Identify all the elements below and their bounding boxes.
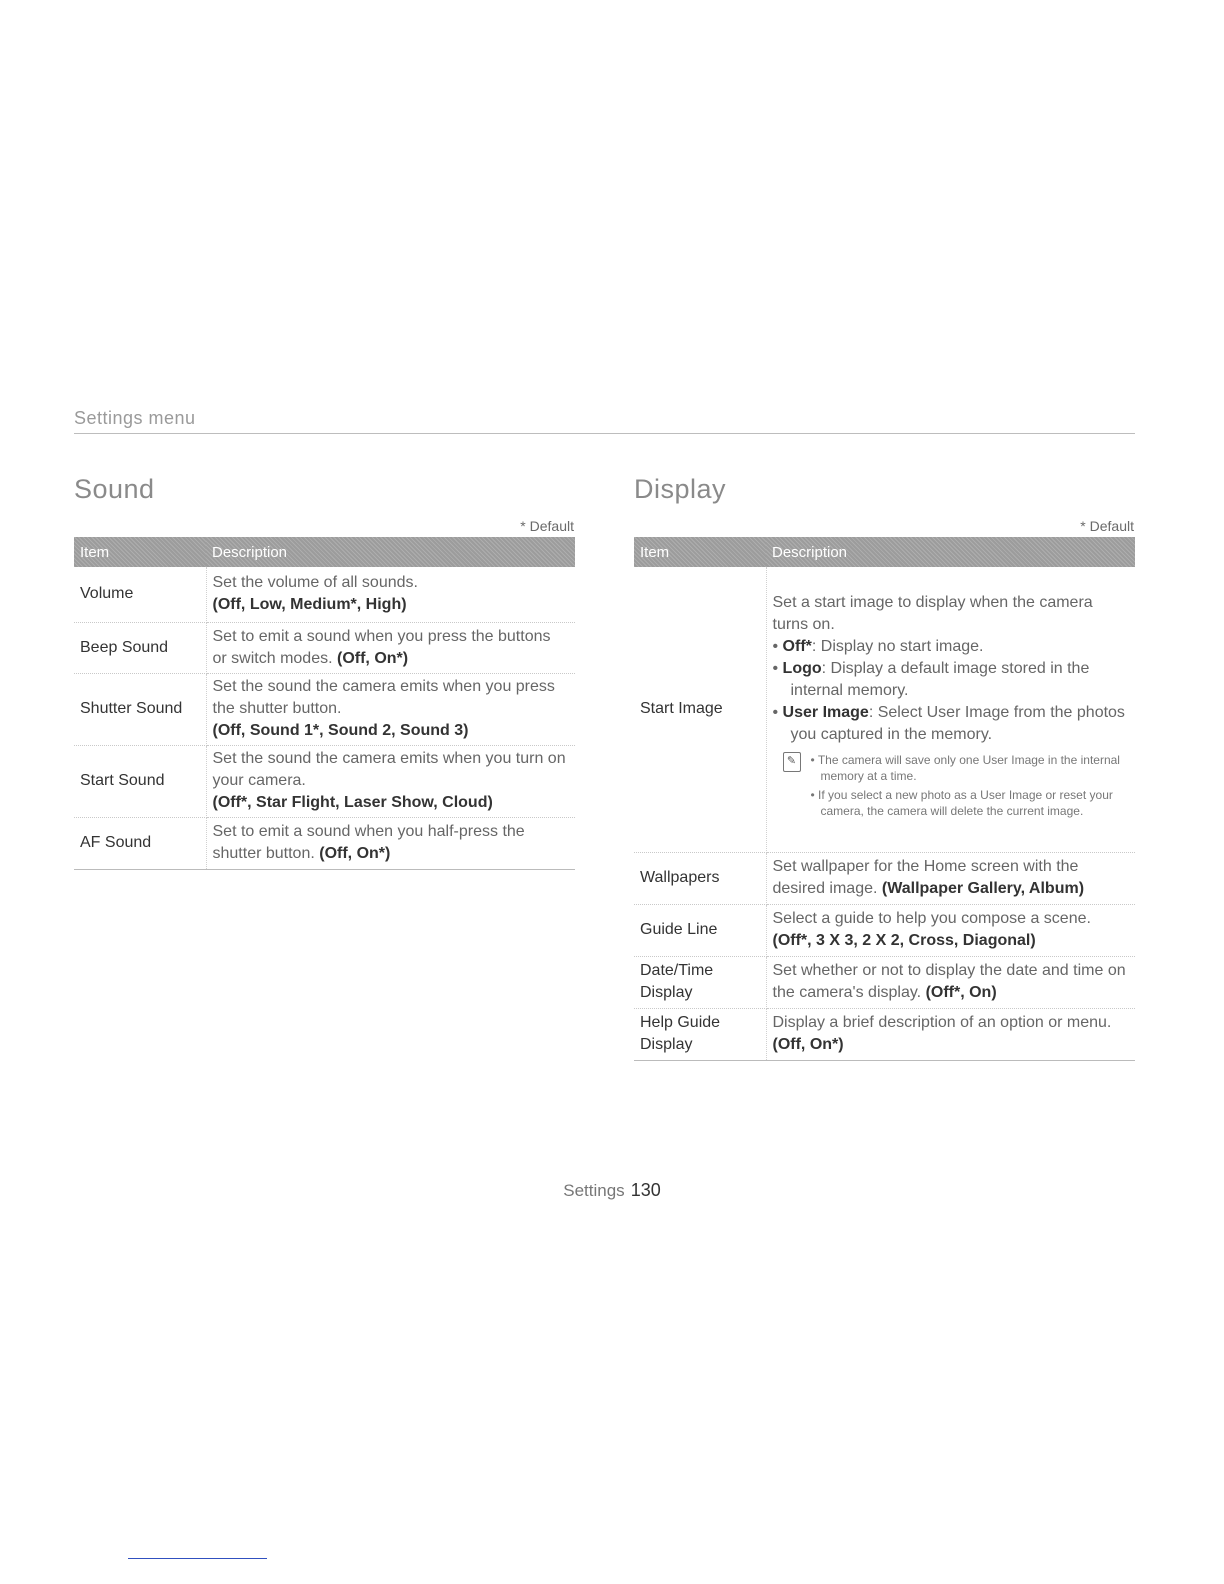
table-row: [74, 567, 575, 622]
note-box: [783, 752, 1130, 822]
row-options: (Off, On*): [337, 649, 409, 667]
table-row: [634, 904, 1135, 956]
table-row: [634, 956, 1135, 1008]
description-header: Description: [766, 537, 1135, 567]
row-options: (Off*, Star Flight, Laser Show, Cloud): [212, 794, 493, 811]
sound-title: Sound: [74, 474, 155, 504]
table-row: [634, 567, 1135, 852]
display-table: [634, 537, 1135, 1061]
note-item: • If you select a new photo as a User Image or reset your camera, the camera will delete the current image.: [810, 788, 1113, 819]
list-item: • Logo: Display a default image stored in the internal memory.: [772, 660, 1090, 700]
row-desc: Select a guide to help you compose a scene.: [772, 910, 1091, 927]
description-header: Description: [206, 537, 575, 567]
table-row: [74, 745, 575, 817]
row-item: AF Sound: [74, 817, 206, 869]
bullet-text: : Display a default image stored in the internal memory.: [790, 660, 1090, 700]
bullet-text: : Display no start image.: [811, 638, 984, 656]
bullet-label: User Image: [782, 704, 869, 722]
row-options: (Off, Sound 1*, Sound 2, Sound 3): [212, 722, 469, 739]
row-options: (Off*, 3 X 3, 2 X 2, Cross, Diagonal): [772, 932, 1036, 949]
row-desc: Set the volume of all sounds.: [212, 574, 418, 592]
display-table-header: [634, 537, 1135, 567]
item-header: Item: [74, 537, 206, 567]
table-row: [634, 852, 1135, 904]
row-desc: Set the sound the camera emits when you turn on your camera.: [212, 750, 566, 789]
table-row: [74, 817, 575, 869]
note-item: • The camera will save only one User Image in the internal memory at a time.: [810, 753, 1120, 784]
header-rule: [74, 433, 1135, 434]
row-item: Date/Time Display: [634, 956, 766, 1008]
row-options: (Off*, On): [925, 984, 997, 1001]
row-item: Beep Sound: [74, 622, 206, 673]
footer-link-line: [128, 1558, 267, 1559]
row-item: Wallpapers: [634, 852, 766, 904]
row-options: (Off, On*): [319, 845, 391, 862]
sound-table-header: [74, 537, 575, 567]
page-number: 130: [630, 1180, 661, 1200]
row-item: Guide Line: [634, 904, 766, 956]
row-item: Start Sound: [74, 745, 206, 817]
table-row: [634, 1008, 1135, 1060]
list-item: • Off*: Display no start image.: [772, 638, 984, 656]
bullet-text: : Select User Image from the photos you captured in the memory.: [790, 704, 1125, 744]
row-desc: Display a brief description of an option or menu.: [772, 1014, 1112, 1031]
footer-label: Settings: [563, 1181, 625, 1200]
row-desc: Set to emit a sound when you half-press the shutter button.: [212, 823, 525, 862]
row-options: (Wallpaper Gallery, Album): [881, 880, 1085, 897]
row-desc: Set a start image to display when the camera turns on.: [772, 594, 1093, 634]
row-options: (Off, Low, Medium*, High): [212, 596, 407, 614]
row-item: Shutter Sound: [74, 673, 206, 745]
row-desc: Set wallpaper for the Home screen with the desired image.: [772, 858, 1079, 897]
running-head: Settings menu: [74, 408, 196, 428]
display-title: Display: [634, 474, 727, 504]
display-default-note: * Default: [1080, 518, 1134, 534]
row-desc: Set the sound the camera emits when you press the shutter button.: [212, 678, 555, 717]
table-row: [74, 673, 575, 745]
sound-default-note: * Default: [520, 518, 574, 534]
item-header: Item: [634, 537, 766, 567]
sound-table: [74, 537, 575, 870]
row-item: Help Guide Display: [634, 1008, 766, 1060]
row-options: (Off, On*): [772, 1036, 844, 1053]
note-icon: ✎: [783, 752, 801, 772]
list-item: • User Image: Select User Image from the photos you captured in the memory.: [772, 704, 1125, 744]
table-row: [74, 622, 575, 673]
row-item: Start Image: [634, 567, 766, 852]
row-desc: Set to emit a sound when you press the buttons or switch modes.: [212, 627, 551, 667]
row-desc: Set whether or not to display the date and time on the camera's display.: [772, 962, 1126, 1001]
bullet-label: Logo: [782, 660, 822, 678]
page-footer: [0, 1180, 1224, 1201]
bullet-label: Off*: [782, 638, 812, 656]
row-item: Volume: [74, 567, 206, 622]
